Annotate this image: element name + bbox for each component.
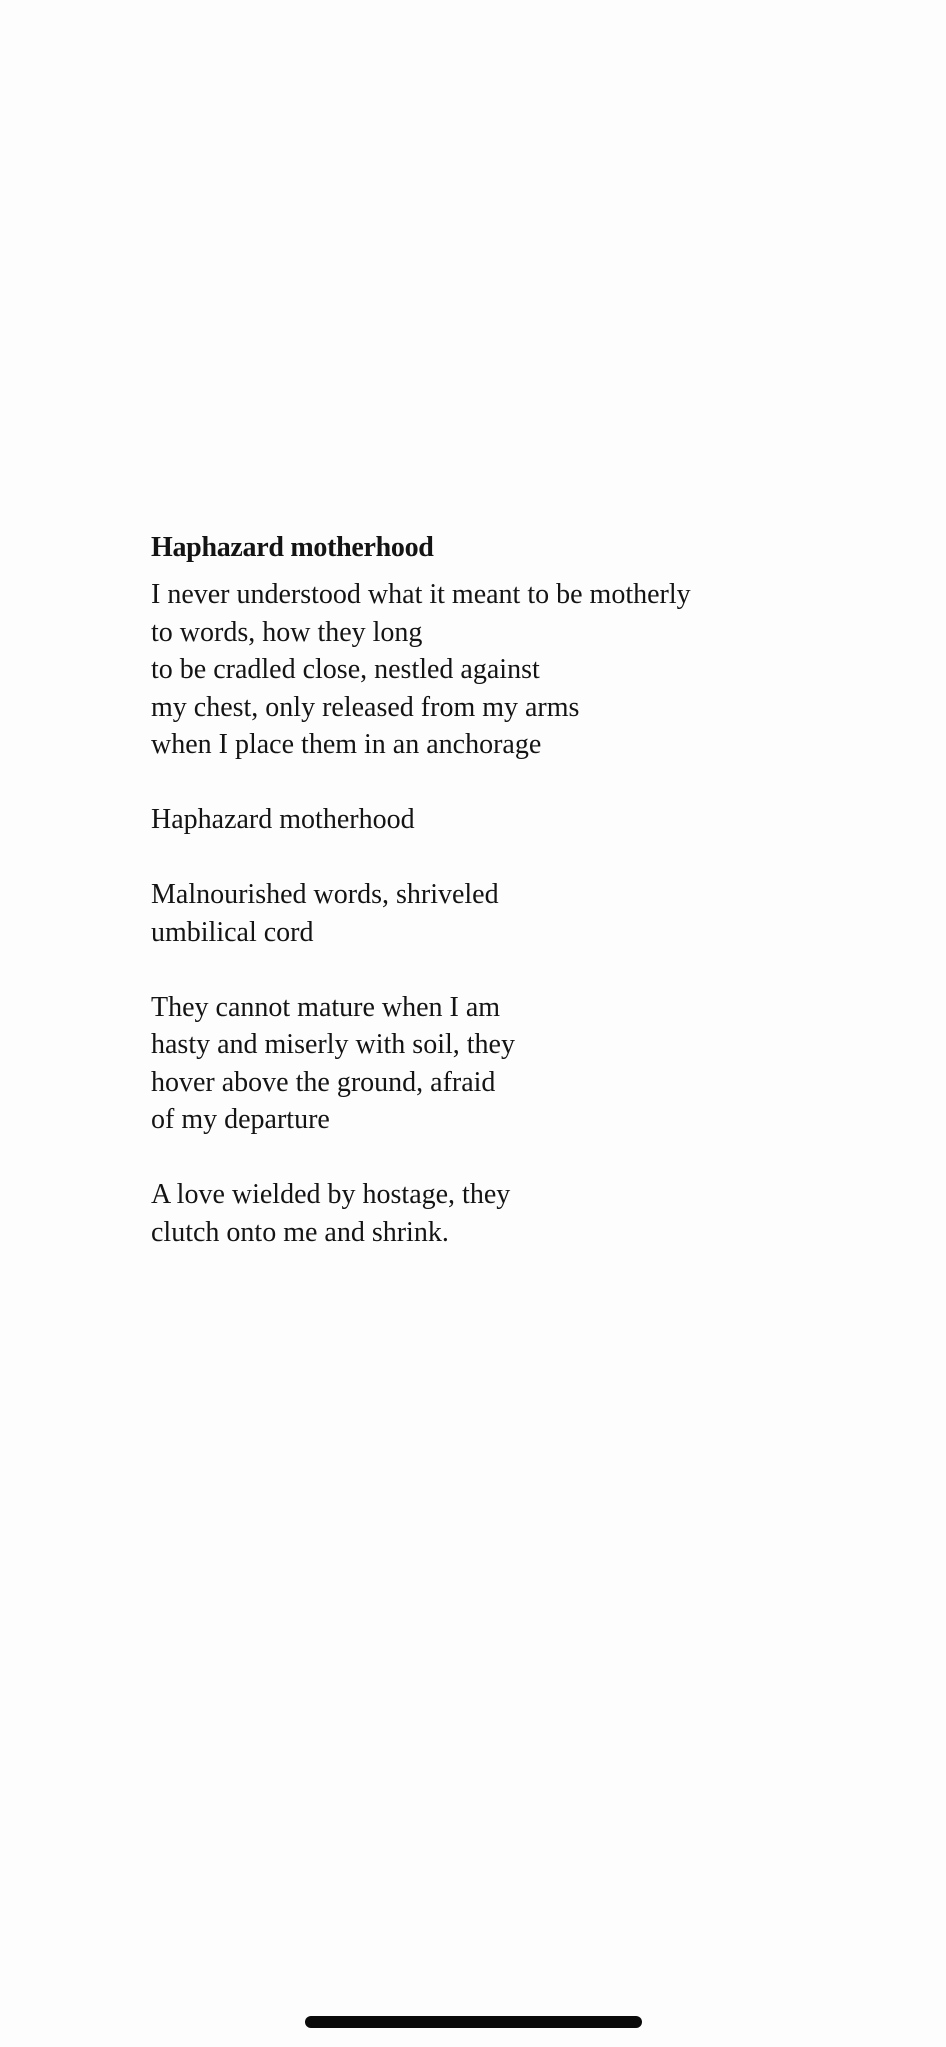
poem-stanza [151,876,871,951]
poem-line: to be cradled close, nestled against [151,654,540,685]
poem-line: of my departure [151,1104,330,1135]
poem-stanza [151,576,871,764]
poem-line: Haphazard motherhood [151,804,415,835]
poem-stanza [151,1176,871,1251]
poem-title: Haphazard motherhood [151,532,434,563]
poem-line: Malnourished words, shriveled [151,879,499,910]
poem-line: A love wielded by hostage, they [151,1179,511,1210]
poem-line: hover above the ground, afraid [151,1066,496,1098]
poem-line: hasty and miserly with soil, they [151,1029,515,1060]
poem-line: umbilical cord [151,916,314,948]
home-indicator[interactable] [305,2016,642,2028]
poem-line: I never understood what it meant to be motherly [151,579,691,610]
poem-line: clutch onto me and shrink. [151,1216,449,1248]
poem-stanza [151,801,871,839]
poem-line: when I place them in an anchorage [151,729,542,760]
poem-line: They cannot mature when I am [151,991,501,1023]
poem [151,528,871,1289]
poem-line: my chest, only released from my arms [151,691,580,723]
poem-stanza [151,989,871,1139]
poem-line: to words, how they long [151,616,423,648]
